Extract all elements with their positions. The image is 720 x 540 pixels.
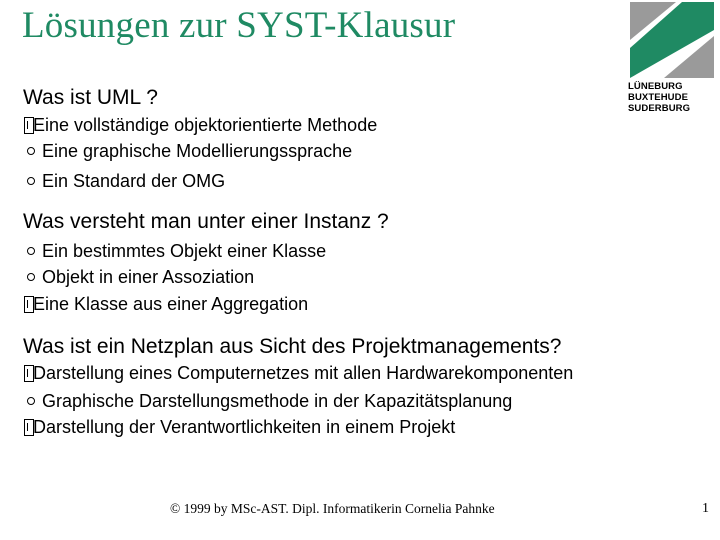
question-2: Was versteht man unter einer Instanz ? — [23, 210, 389, 233]
answer-text: Eine graphische Modellierungssprache — [42, 141, 353, 161]
answer-text: Ein Standard der OMG — [42, 171, 226, 191]
answer-3-3 — [24, 417, 455, 441]
logo-emblem — [630, 2, 714, 78]
answer-text: Ein bestimmtes Objekt einer Klasse — [42, 241, 327, 261]
logo-line-3: SUDERBURG — [628, 103, 691, 114]
answer-1-1 — [24, 115, 377, 139]
answer-text: Graphische Darstellungsmethode in der Kapazitätsplanung — [42, 391, 513, 411]
answer-3-2 — [24, 391, 512, 415]
ring-bullet-icon — [24, 392, 42, 410]
answer-text: Darstellung eines Computernetzes mit allen Hardwarekomponenten — [33, 363, 574, 383]
question-3: Was ist ein Netzplan aus Sicht des Projektmanagements? — [23, 335, 562, 358]
answer-text: Eine Klasse aus einer Aggregation — [33, 294, 309, 314]
answer-2-3 — [24, 294, 308, 318]
ring-bullet-icon — [24, 268, 42, 286]
slide-title: Lösungen zur SYST-Klausur — [22, 5, 456, 46]
answer-2-2 — [24, 267, 254, 291]
ring-bullet-icon — [24, 242, 42, 260]
ring-bullet-icon — [24, 172, 42, 190]
checked-box-icon — [24, 296, 34, 313]
answer-text: Darstellung der Verantwortlichkeiten in einem Projekt — [33, 417, 456, 437]
logo-line-2: BUXTEHUDE — [628, 92, 689, 103]
footer-copyright: © 1999 by MSc-AST. Dipl. Informatikerin Cornelia Pahnke — [170, 501, 495, 516]
answer-3-1 — [24, 363, 573, 387]
checked-box-icon — [24, 365, 34, 382]
page-number: 1 — [702, 501, 709, 516]
answer-text: Objekt in einer Assoziation — [42, 267, 255, 287]
answer-2-1 — [24, 241, 326, 265]
ring-bullet-icon — [24, 142, 42, 160]
answer-text: Eine vollständige objektorientierte Methode — [33, 115, 378, 135]
answer-1-2 — [24, 141, 352, 165]
checked-box-icon — [24, 117, 34, 134]
checked-box-icon — [24, 419, 34, 436]
question-1: Was ist UML ? — [23, 86, 158, 109]
answer-1-3 — [24, 171, 225, 195]
logo-line-1: LÜNEBURG — [628, 81, 683, 92]
